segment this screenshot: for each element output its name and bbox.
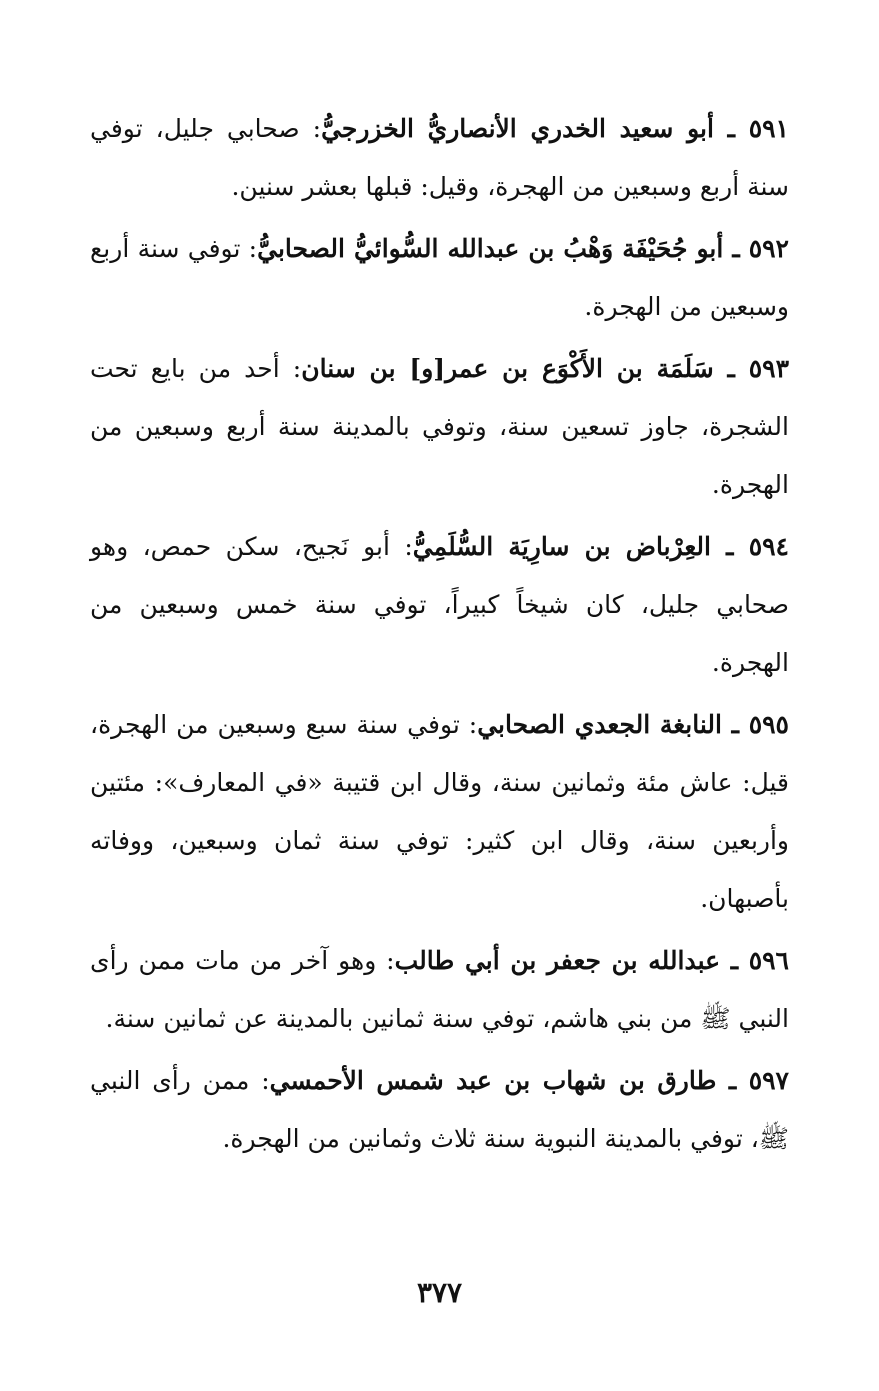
entry-separator: ـ bbox=[713, 114, 749, 143]
entry-text: : وهو آخر من مات ممن رأى النبي ﷺ من بني هاشم، توفي سنة ثمانين بالمدينة عن ثمانين سنة. bbox=[90, 946, 789, 1033]
entry-number: ٥٩٣ bbox=[748, 354, 790, 383]
page-number: ٣٧٧ bbox=[416, 1276, 463, 1309]
entry-593 bbox=[90, 340, 789, 514]
entry-separator: ـ bbox=[721, 710, 749, 739]
entry-number: ٥٩٦ bbox=[748, 946, 789, 975]
entry-name: عبدالله بن جعفر بن أبي طالب bbox=[394, 946, 721, 975]
entry-591 bbox=[90, 100, 789, 216]
entry-595 bbox=[90, 696, 789, 928]
entry-text: : ممن رأى النبي ﷺ، توفي بالمدينة النبوية سنة ثلاث وثمانين من الهجرة. bbox=[90, 1066, 789, 1153]
entry-separator: ـ bbox=[720, 946, 749, 975]
entry-name: أبو سعيد الخدري الأنصاريُّ الخزرجيُّ bbox=[321, 114, 714, 143]
entry-text: : أبو نَجيح، سكن حمص، وهو صحابي جليل، كان شيخاً كبيراً، توفي سنة خمس وسبعين من الهجرة. bbox=[90, 532, 789, 677]
entry-text: : أحد من بايع تحت الشجرة، جاوز تسعين سنة، وتوفي بالمدينة سنة أربع وسبعين من الهجرة. bbox=[90, 354, 789, 499]
entry-number: ٥٩٤ bbox=[748, 532, 789, 561]
entry-name: أبو جُحَيْفَة وَهْبُ بن عبدالله السُّوائيُّ الصحابيُّ bbox=[257, 234, 724, 263]
entry-text: : صحابي جليل، توفي سنة أربع وسبعين من الهجرة، وقيل: قبلها بعشر سنين. bbox=[90, 114, 789, 201]
entry-separator: ـ bbox=[713, 354, 749, 383]
entry-name: سَلَمَة بن الأَكْوَع بن عمر[و] بن سنان bbox=[301, 354, 714, 383]
entry-separator: ـ bbox=[711, 532, 749, 561]
entry-number: ٥٩١ bbox=[748, 114, 789, 143]
entry-number: ٥٩٥ bbox=[748, 710, 789, 739]
entry-596 bbox=[90, 932, 789, 1048]
entry-594 bbox=[90, 518, 789, 692]
entry-name: طارق بن شهاب بن عبد شمس الأحمسي bbox=[269, 1066, 717, 1095]
entry-number: ٥٩٢ bbox=[748, 234, 789, 263]
entry-separator: ـ bbox=[723, 234, 749, 263]
entry-text: : توفي سنة سبع وسبعين من الهجرة، قيل: عاش مئة وثمانين سنة، وقال ابن قتيبة «في المعارف»: مئتين وأربعين سنة، وقال ابن كثير: توفي سنة ثمان وسبعين، ووفاته بأصبهان. bbox=[90, 710, 789, 913]
entry-592 bbox=[90, 220, 789, 336]
entry-name: العِرْباض بن سارِيَة السُّلَمِيُّ bbox=[412, 532, 711, 561]
entry-number: ٥٩٧ bbox=[748, 1066, 789, 1095]
entry-text: : توفي سنة أربع وسبعين من الهجرة. bbox=[90, 234, 789, 321]
entry-separator: ـ bbox=[716, 1066, 749, 1095]
page-body bbox=[90, 100, 789, 1172]
entry-name: النابغة الجعدي الصحابي bbox=[477, 710, 722, 739]
entry-597 bbox=[90, 1052, 789, 1168]
